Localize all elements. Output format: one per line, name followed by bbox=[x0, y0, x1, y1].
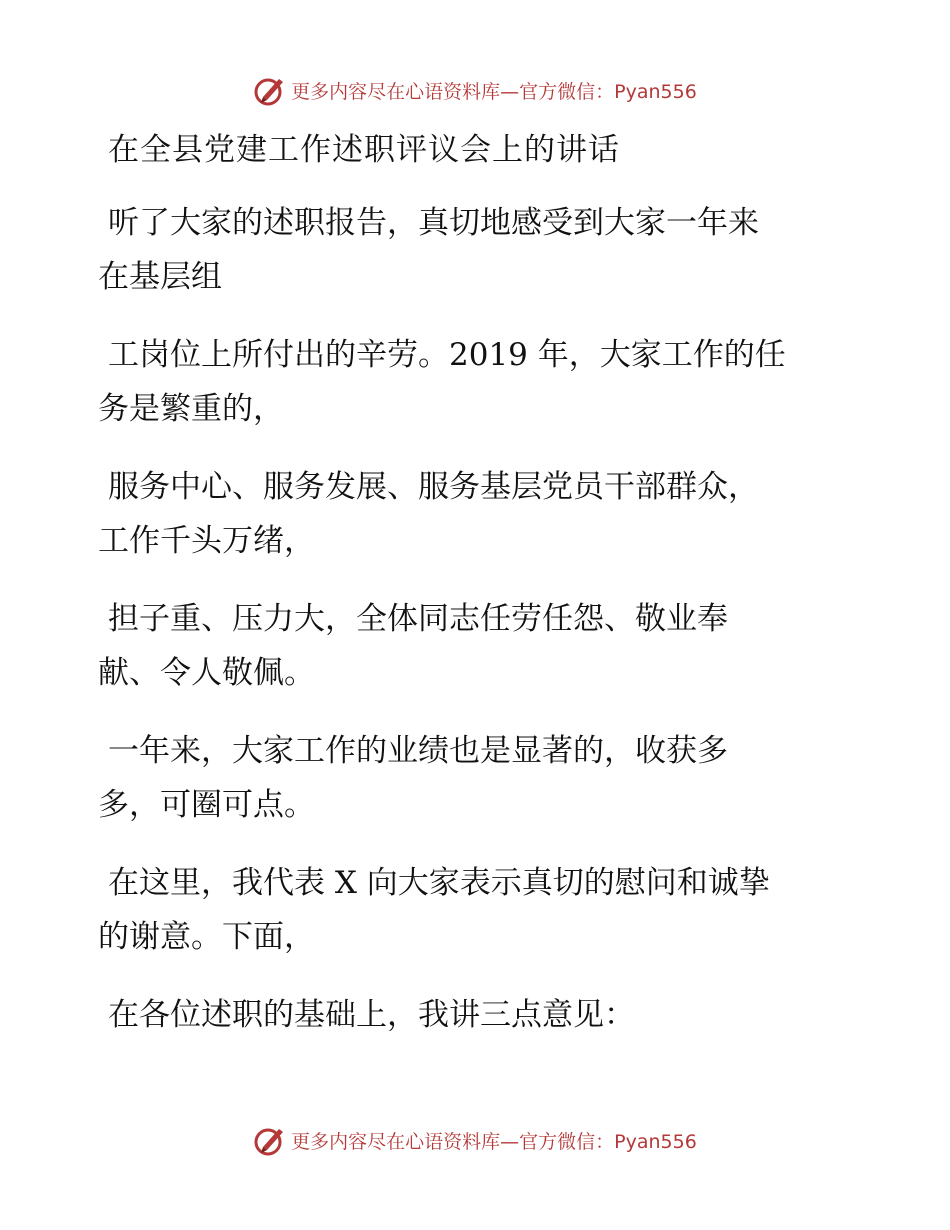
paragraph-line: 服务中心、服务发展、服务基层党员干部群众， bbox=[108, 469, 759, 505]
document-title: 在全县党建工作述职评议会上的讲话 bbox=[108, 132, 620, 168]
paragraph-line: 多，可圈可点。 bbox=[98, 787, 315, 823]
brush-pen-logo-icon bbox=[253, 1123, 287, 1157]
paragraph-line: 在这里，我代表 X 向大家表示真切的慰问和诚挚 bbox=[108, 865, 770, 901]
paragraph-1 bbox=[98, 196, 858, 304]
paragraph-line: 献、令人敬佩。 bbox=[98, 655, 315, 691]
paragraph-line: 在基层组 bbox=[98, 259, 222, 295]
paragraph-line: 工岗位上所付出的辛劳。2019 年，大家工作的任 bbox=[108, 337, 786, 373]
paragraph-line: 的谢意。下面， bbox=[98, 919, 315, 955]
paragraph-6 bbox=[98, 856, 858, 964]
paragraph-line: 一年来，大家工作的业绩也是显著的，收获多 bbox=[108, 733, 728, 769]
footer-watermark-banner bbox=[0, 1120, 950, 1160]
header-watermark-banner bbox=[0, 70, 950, 110]
paragraph-line: 务是繁重的， bbox=[98, 391, 284, 427]
footer-banner-text: 更多内容尽在心语资料库—官方微信：Pyan556 bbox=[291, 1130, 697, 1153]
header-banner-text: 更多内容尽在心语资料库—官方微信：Pyan556 bbox=[291, 80, 697, 103]
paragraph-line: 在各位述职的基础上，我讲三点意见： bbox=[108, 997, 635, 1033]
paragraph-line: 担子重、压力大，全体同志任劳任怨、敬业奉 bbox=[108, 601, 728, 637]
paragraph-4 bbox=[98, 592, 858, 700]
paragraph-line: 工作千头万绪， bbox=[98, 523, 315, 559]
paragraph-2 bbox=[98, 328, 858, 436]
paragraph-line: 听了大家的述职报告，真切地感受到大家一年来 bbox=[108, 205, 759, 241]
paragraph-5 bbox=[98, 724, 858, 832]
paragraph-3 bbox=[98, 460, 858, 568]
paragraph-7 bbox=[98, 988, 858, 1042]
brush-pen-logo-icon bbox=[253, 73, 287, 107]
